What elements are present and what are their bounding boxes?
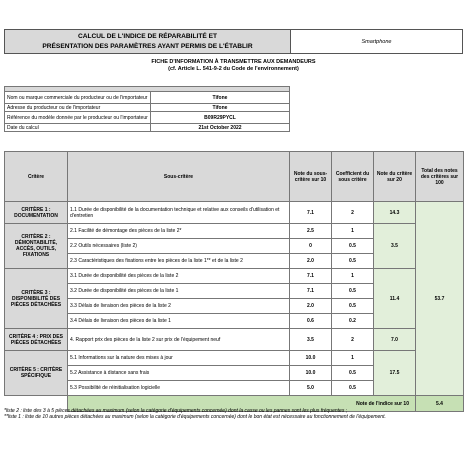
info-value: 21st October 2022 (151, 124, 290, 132)
sub-criterion-coef: 0.5 (332, 254, 374, 269)
sub-criterion-note: 0.6 (290, 314, 332, 329)
sub-criterion-note: 10.0 (290, 366, 332, 381)
sub-criterion-note: 3.5 (290, 329, 332, 351)
criterion-name: CRITÈRE 2 : DÉMONTABILITÉ, ACCÈS, OUTILS, FIXATIONS (5, 224, 68, 269)
table-row (5, 329, 464, 351)
criterion-name: CRITÈRE 5 : CRITÈRE SPÉCIFIQUE (5, 351, 68, 396)
fiche-heading (0, 59, 467, 73)
sub-criterion-coef: 0.5 (332, 366, 374, 381)
sub-criterion-note: 10.0 (290, 351, 332, 366)
criterion-score: 14.3 (374, 202, 416, 224)
fiche-line-1: FICHE D'INFORMATION À TRANSMETTRE AUX DEMANDEURS (151, 59, 316, 65)
fiche-line-2: (cf. Article L. 541-9-2 du Code de l'environnement) (168, 66, 299, 72)
document-title (5, 30, 291, 54)
header-table (4, 29, 463, 54)
col-header-total: Total des notes des critères sur 100 (416, 152, 464, 202)
sub-criterion-label: 3.2 Durée de disponibilité des pièces de la liste 1 (68, 284, 290, 299)
sub-criterion-note: 0 (290, 239, 332, 254)
col-header-coefficient: Coefficient du sous critère (332, 152, 374, 202)
info-value: Tifone (151, 92, 290, 104)
sub-criterion-coef: 2 (332, 202, 374, 224)
total-score: 53.7 (416, 202, 464, 396)
criterion-name: CRITÈRE 3 : DISPONIBILITÉ DES PIÈCES DÉTACHÉES (5, 269, 68, 329)
sub-criterion-label: 2.2 Outils nécessaires (liste 2) (68, 239, 290, 254)
title-line-2: PRÉSENTATION DES PARAMÈTRES AYANT PERMIS DE L'ÉTABLIR (42, 43, 253, 50)
final-score-label: Note de l'indice sur 10 (68, 396, 416, 412)
col-header-note-critere: Note du critère sur 20 (374, 152, 416, 202)
col-header-critere: Critère (5, 152, 68, 202)
sub-criterion-note: 5.0 (290, 381, 332, 396)
col-header-note-sous-critere: Note du sous-critère sur 10 (290, 152, 332, 202)
table-row (5, 351, 464, 366)
criterion-score: 11.4 (374, 269, 416, 329)
footnotes (4, 408, 463, 421)
info-value: B09R29PYCL (151, 112, 290, 124)
sub-criterion-coef: 0.5 (332, 284, 374, 299)
sub-criterion-note: 2.5 (290, 224, 332, 239)
title-line-1: CALCUL DE L'INDICE DE RÉPARABILITÉ ET (77, 33, 218, 40)
criterion-name: CRITÈRE 1 : DOCUMENTATION (5, 202, 68, 224)
sub-criterion-label: 3.1 Durée de disponibilité des pièces de la liste 2 (68, 269, 290, 284)
sub-criterion-label: 3.4 Délais de livraison des pièces de la liste 1 (68, 314, 290, 329)
sub-criterion-note: 7.1 (290, 284, 332, 299)
sub-criterion-note: 7.1 (290, 202, 332, 224)
sub-criterion-label: 3.3 Délais de livraison des pièces de la liste 2 (68, 299, 290, 314)
sub-criterion-coef: 1 (332, 269, 374, 284)
footnote-liste-1: **liste 1 : liste de 10 autres pièces détachées au maximum (selon la catégorie d'équipements concernée) dont le bon état est nécessaire au fonctionnement de l'équipement. (4, 414, 386, 421)
sub-criterion-label: 2.1 Facilité de démontage des pièces de la liste 2* (68, 224, 290, 239)
criterion-score: 7.0 (374, 329, 416, 351)
sub-criterion-coef: 1 (332, 351, 374, 366)
product-category: Smartphone (291, 30, 463, 54)
col-header-sous-critere: Sous-critère (68, 152, 290, 202)
sub-criterion-note: 7.1 (290, 269, 332, 284)
criterion-name: CRITÈRE 4 : PRIX DES PIÈCES DÉTACHÉES (5, 329, 68, 351)
sub-criterion-coef: 0.5 (332, 299, 374, 314)
sub-criterion-coef: 2 (332, 329, 374, 351)
footnote-liste-2: *liste 2 : liste des 3 à 5 pièces détachées au maximum (selon la catégorie d'équipements concernée) dont la casse ou les pannes sont les plus fréquentes ; (4, 408, 348, 414)
info-label: Adresse du producteur ou de l'importateur (5, 104, 151, 112)
repairability-table (4, 151, 464, 412)
info-label: Nom ou marque commerciale du producteur ou de l'importateur (5, 92, 151, 104)
info-label: Référence du modèle donnée par le producteur ou l'importateur (5, 112, 151, 124)
sub-criterion-label: 5.1 Informations sur la nature des mises à jour (68, 351, 290, 366)
sub-criterion-label: 4. Rapport prix des pièces de la liste 2 sur prix de l'équipement neuf (68, 329, 290, 351)
final-score-value: 5.4 (416, 396, 464, 412)
sub-criterion-coef: 0.2 (332, 314, 374, 329)
table-row (5, 202, 464, 224)
sub-criterion-coef: 0.5 (332, 381, 374, 396)
sub-criterion-label: 2.3 Caractéristiques des fixations entre les pièces de la liste 1** et de la liste 2 (68, 254, 290, 269)
criterion-score: 17.5 (374, 351, 416, 396)
sub-criterion-label: 1.1 Durée de disponibilité de la documentation technique et relative aux conseils d'utilisation et d'entretien (68, 202, 290, 224)
sub-criterion-coef: 1 (332, 224, 374, 239)
sub-criterion-label: 5.3 Possibilité de réinitialisation logicielle (68, 381, 290, 396)
sub-criterion-label: 5.2 Assistance à distance sans frais (68, 366, 290, 381)
criterion-score: 3.5 (374, 224, 416, 269)
info-value: Tifone (151, 104, 290, 112)
producer-info-table (4, 86, 290, 132)
sub-criterion-note: 2.0 (290, 299, 332, 314)
sub-criterion-coef: 0.5 (332, 239, 374, 254)
table-row (5, 224, 464, 239)
sub-criterion-note: 2.0 (290, 254, 332, 269)
table-row (5, 269, 464, 284)
info-label: Date du calcul (5, 124, 151, 132)
